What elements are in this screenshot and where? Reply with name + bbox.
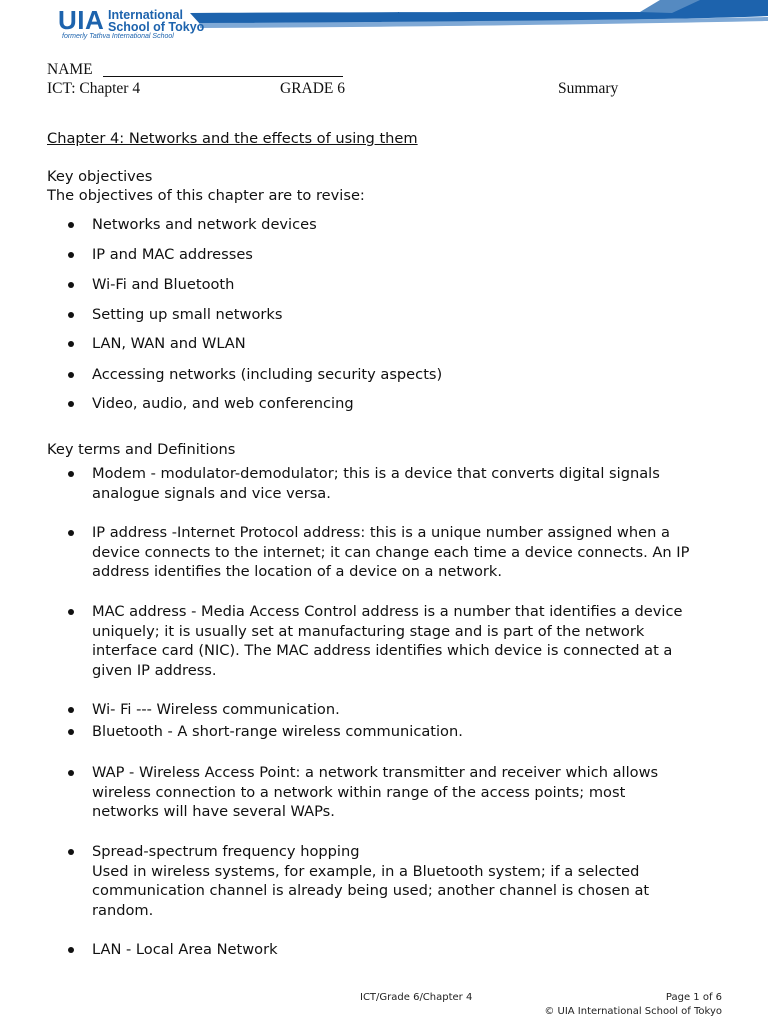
doc-type-label: Summary: [558, 80, 619, 97]
bullet-icon: [68, 222, 74, 228]
bullet-icon: [68, 471, 74, 477]
bullet-icon: [68, 849, 74, 855]
definitions-heading: Key terms and Definitions: [47, 441, 236, 458]
bullet-icon: [68, 341, 74, 347]
bullet-icon: [68, 770, 74, 776]
bullet-icon: [68, 372, 74, 378]
grade-label: GRADE 6: [280, 80, 346, 97]
course-label: ICT: Chapter 4: [47, 80, 141, 97]
bullet-icon: [68, 530, 74, 536]
objectives-intro: The objectives of this chapter are to revise:: [47, 187, 365, 204]
chapter-title: Chapter 4: Networks and the effects of using them: [47, 130, 418, 147]
bullet-icon: [68, 729, 74, 735]
bullet-icon: [68, 947, 74, 953]
bullet-icon: [68, 312, 74, 318]
logo-subtitle: formerly Tathva International School: [62, 33, 174, 40]
school-logo-mark: UIA: [58, 5, 105, 35]
name-label: NAME: [47, 61, 93, 78]
name-blank-line: [103, 76, 343, 77]
objectives-heading: Key objectives: [47, 168, 153, 185]
bullet-icon: [68, 707, 74, 713]
footer-copyright: © UIA International School of Tokyo: [544, 1006, 722, 1017]
logo-name-line1: International: [108, 8, 184, 22]
header-banner: [0, 0, 768, 46]
bullet-icon: [68, 282, 74, 288]
footer-page-number: Page 1 of 6: [665, 992, 722, 1003]
logo-name-line2: School of Tokyo: [108, 20, 205, 34]
bullet-icon: [68, 401, 74, 407]
bullet-icon: [68, 252, 74, 258]
bullet-icon: [68, 609, 74, 615]
footer-path: ICT/Grade 6/Chapter 4: [360, 992, 473, 1003]
school-logo-name: [108, 9, 204, 33]
